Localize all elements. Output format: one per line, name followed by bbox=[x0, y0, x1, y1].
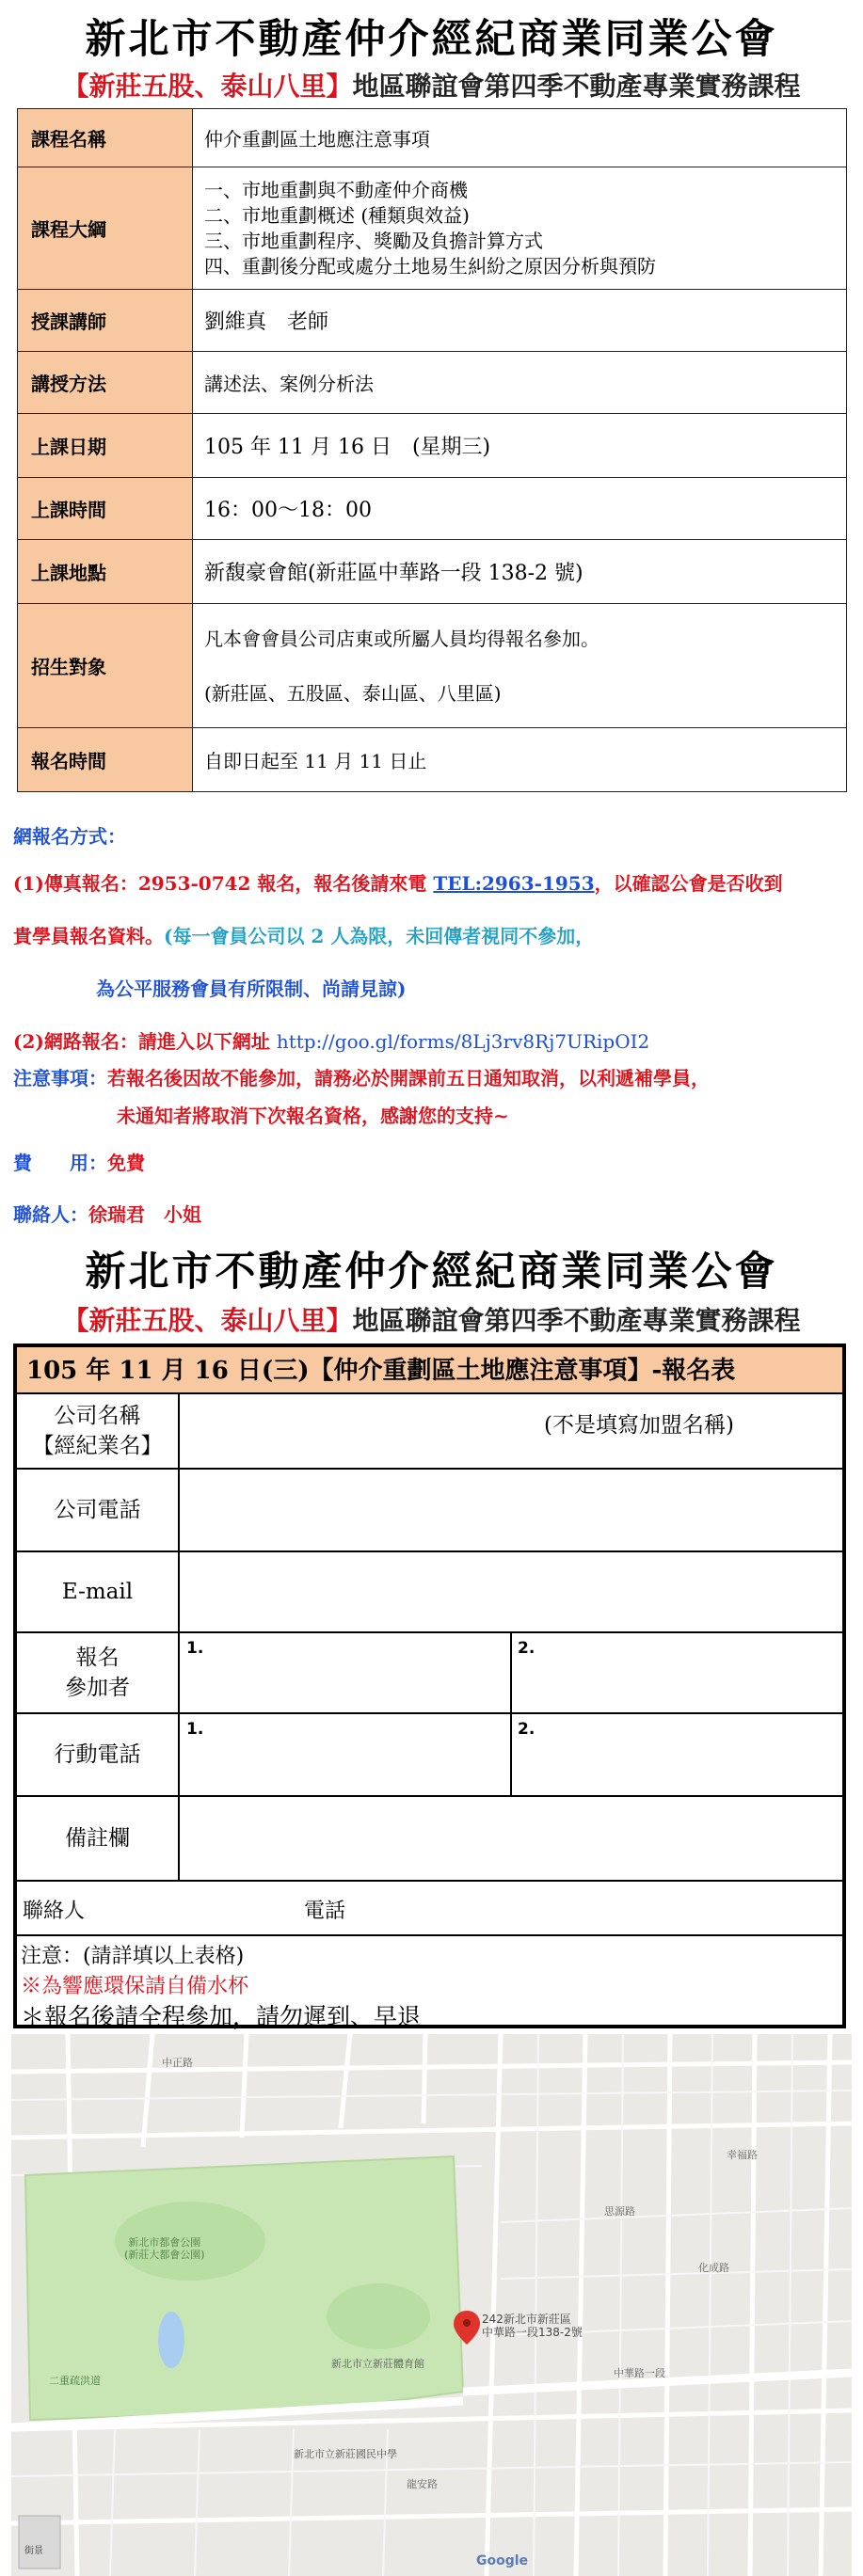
form-page-subtitle bbox=[0, 1300, 863, 1338]
park-label bbox=[124, 2236, 205, 2261]
attendee-slot-1[interactable]: 1. bbox=[186, 1639, 204, 1658]
form-page-title: 新北市不動產仲介經紀商業同業公會 bbox=[85, 1248, 778, 1296]
marker-label bbox=[482, 2313, 583, 2339]
park-label-3: 二重疏洪道 bbox=[49, 2375, 101, 2387]
lecturer-label: 授課講師 bbox=[18, 290, 193, 352]
target-line: (新莊區、五股區、泰山區、八里區) bbox=[204, 681, 502, 705]
form-heading: 105 年 11 月 16 日(三)【仲介重劃區土地應注意事項】-報名表 bbox=[17, 1347, 842, 1394]
contact-line bbox=[13, 1200, 201, 1227]
course-info-table bbox=[17, 108, 847, 792]
fax-line2-red: 貴學員報名資料。 bbox=[13, 925, 164, 947]
marker-label-2: 中華路一段138-2號 bbox=[482, 2326, 583, 2339]
method-title: 網報名方式： bbox=[13, 825, 126, 848]
company-label-1: 公司名稱 bbox=[54, 1404, 141, 1428]
form-note-red: ※為響應環保請自備水杯 bbox=[21, 1975, 249, 1998]
email-label: E-mail bbox=[17, 1552, 180, 1631]
form-contact-label: 聯絡人 bbox=[23, 1900, 86, 1923]
company-label bbox=[17, 1394, 180, 1468]
email-input[interactable] bbox=[180, 1552, 842, 1631]
target-label: 招生對象 bbox=[18, 604, 193, 728]
mobile-slot-1[interactable]: 1. bbox=[186, 1720, 204, 1739]
form-note-last: ＊報名後請全程參加，請勿遲到、早退 bbox=[21, 2003, 422, 2030]
subtitle-region: 【新莊五股、泰山八里】 bbox=[62, 71, 353, 102]
attention-line-2: 未通知者將取消下次報名資格，感謝您的支持~ bbox=[117, 1105, 509, 1127]
course-name-label: 課程名稱 bbox=[18, 109, 193, 167]
fax-line2-note: (每一會員公司以 2 人為限，未回傳者視同不參加， bbox=[164, 925, 595, 947]
pegman-label: 街景 bbox=[24, 2546, 43, 2556]
subtitle-region: 【新莊五股、泰山八里】 bbox=[62, 1305, 353, 1336]
column-divider bbox=[510, 1633, 512, 1712]
road-label: 幸福路 bbox=[727, 2149, 758, 2161]
outline-item: 二、市地重劃概述 (種類與效益) bbox=[204, 203, 470, 227]
road-label: 思源路 bbox=[604, 2205, 635, 2218]
email-row bbox=[17, 1552, 842, 1633]
attendee-label bbox=[17, 1633, 180, 1712]
remark-row bbox=[17, 1797, 842, 1882]
company-hint: (不是填寫加盟名稱) bbox=[544, 1413, 734, 1438]
phone-input[interactable] bbox=[180, 1470, 842, 1550]
company-row bbox=[17, 1394, 842, 1470]
web-line bbox=[13, 1026, 649, 1054]
attention-line-1 bbox=[13, 1063, 710, 1090]
outline-label: 課程大綱 bbox=[18, 167, 193, 290]
remark-label: 備註欄 bbox=[17, 1797, 180, 1880]
location-map[interactable] bbox=[11, 2034, 852, 2576]
fax-prefix: (1)傳真報名：2953-0742 報名，報名後請來電 bbox=[13, 872, 434, 895]
attendee-row bbox=[17, 1633, 842, 1714]
date-label: 上課日期 bbox=[18, 414, 193, 478]
attendee-label-2: 參加者 bbox=[65, 1676, 130, 1700]
company-label-2: 【經紀業名】 bbox=[32, 1434, 163, 1458]
mobile-slot-2[interactable]: 2. bbox=[518, 1720, 535, 1739]
place-value: 新馥豪會館(新莊區中華路一段 138-2 號) bbox=[193, 540, 847, 604]
time-value: 16：00～18：00 bbox=[193, 478, 847, 540]
marker-label-1: 242新北市新莊區 bbox=[482, 2313, 571, 2326]
fee-value: 免費 bbox=[107, 1152, 145, 1174]
contact-row bbox=[17, 1882, 842, 1936]
subtitle-course: 地區聯誼會第四季不動產專業實務課程 bbox=[352, 1305, 801, 1336]
date-value: 105 年 11 月 16 日 (星期三) bbox=[193, 414, 847, 478]
remark-input[interactable] bbox=[180, 1797, 842, 1880]
mobile-row bbox=[17, 1714, 842, 1797]
target-line: 凡本會會員公司店東或所屬人員均得報名參加。 bbox=[204, 627, 599, 650]
attention-label: 注意事項： bbox=[13, 1067, 107, 1089]
outline-item: 三、市地重劃程序、獎勵及負擔計算方式 bbox=[204, 229, 543, 252]
form-note-title: 注意：(請詳填以上表格) bbox=[21, 1945, 245, 1968]
contact-value: 徐瑞君 小姐 bbox=[88, 1203, 201, 1226]
method-value: 講述法、案例分析法 bbox=[193, 352, 847, 414]
page-title: 新北市不動產仲介經紀商業同業公會 bbox=[85, 16, 778, 63]
phone-label: 公司電話 bbox=[17, 1470, 180, 1550]
road-label: 化成路 bbox=[698, 2262, 729, 2274]
column-divider bbox=[510, 1714, 512, 1795]
registration-form bbox=[13, 1344, 846, 2028]
road-label: 龍安路 bbox=[407, 2478, 438, 2490]
subtitle-course: 地區聯誼會第四季不動產專業實務課程 bbox=[352, 71, 801, 102]
outline-item: 四、重劃後分配或處分土地易生糾紛之原因分析與預防 bbox=[204, 254, 656, 278]
road-label: 中華路一段 bbox=[614, 2367, 665, 2379]
school-label: 新北市立新莊國民中學 bbox=[294, 2448, 397, 2460]
road-label: 中正路 bbox=[162, 2057, 193, 2069]
fax-line bbox=[13, 868, 783, 896]
contact-label: 聯絡人： bbox=[13, 1203, 88, 1226]
course-name-value: 仲介重劃區土地應注意事項 bbox=[193, 109, 847, 167]
company-input[interactable] bbox=[180, 1394, 842, 1468]
deadline-label: 報名時間 bbox=[18, 728, 193, 792]
form-phone-label: 電話 bbox=[304, 1900, 346, 1923]
time-label: 上課時間 bbox=[18, 478, 193, 540]
web-prefix: (2)網路報名：請進入以下網址 bbox=[13, 1030, 277, 1053]
mobile-label: 行動電話 bbox=[17, 1714, 180, 1795]
lecturer-value: 劉維真 老師 bbox=[193, 290, 847, 352]
fax-line-3: 為公平服務會員有所限制、尚請見諒) bbox=[96, 978, 407, 1000]
outline-item: 一、市地重劃與不動產仲介商機 bbox=[204, 178, 468, 201]
map-graphic bbox=[11, 2034, 852, 2576]
deadline-value: 自即日起至 11 月 11 日止 bbox=[193, 728, 847, 792]
web-url-link[interactable]: http://goo.gl/forms/8Lj3rv8Rj7URipOI2 bbox=[276, 1030, 650, 1053]
museum-label: 新北市立新莊體育館 bbox=[331, 2358, 424, 2370]
attendee-label-1: 報名 bbox=[75, 1646, 120, 1670]
target-value bbox=[193, 604, 847, 728]
page-subtitle bbox=[0, 66, 863, 103]
google-logo: Google bbox=[476, 2553, 529, 2568]
fax-suffix: ，以確認公會是否收到 bbox=[594, 872, 783, 895]
fee-line bbox=[13, 1148, 145, 1175]
park-label-1: 新北市都會公園 bbox=[128, 2236, 201, 2249]
attention-text-1: 若報名後因故不能參加，請務必於開課前五日通知取消，以利遞補學員， bbox=[107, 1067, 710, 1089]
outline-list bbox=[193, 167, 847, 290]
phone-row bbox=[17, 1470, 842, 1552]
park-label-2: (新莊大都會公園) bbox=[124, 2249, 205, 2261]
place-label: 上課地點 bbox=[18, 540, 193, 604]
fee-label: 費 用： bbox=[13, 1152, 107, 1174]
method-label: 講授方法 bbox=[18, 352, 193, 414]
fax-tel-link[interactable]: TEL:2963-1953 bbox=[433, 872, 595, 895]
fax-line-2 bbox=[13, 921, 594, 948]
attendee-slot-2[interactable]: 2. bbox=[518, 1639, 535, 1658]
